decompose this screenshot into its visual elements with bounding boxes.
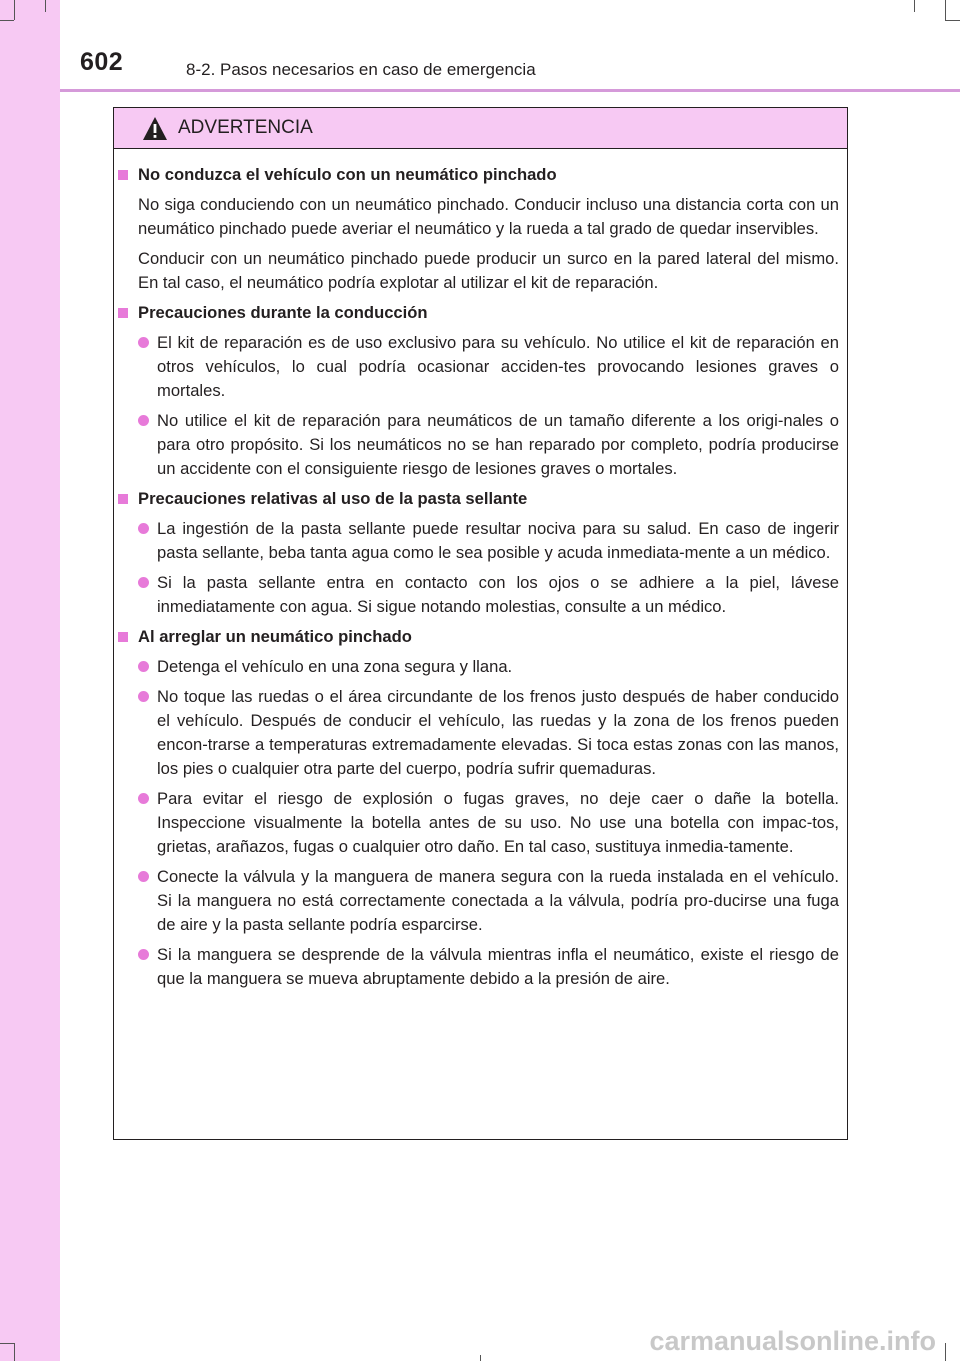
circle-bullet-icon <box>138 871 149 882</box>
paragraph: No siga conduciendo con un neumático pinchado. Conducir incluso una distancia corta con un neumático pinchado puede averiar el neumático y la rueda a tal grado de quedar inservibles. <box>138 195 839 238</box>
square-bullet-icon <box>118 170 128 180</box>
circle-bullet-icon <box>138 691 149 702</box>
page-sidebar-tab <box>0 0 60 1361</box>
section-title: 8-2. Pasos necesarios en caso de emergencia <box>186 60 536 79</box>
circle-bullet-icon <box>138 661 149 672</box>
warning-triangle-icon <box>142 116 168 141</box>
warning-body <box>114 149 847 991</box>
circle-bullet-icon <box>138 523 149 534</box>
list-item: La ingestión de la pasta sellante puede resultar nociva para su salud. En caso de ingerir pasta sellante, beba tanta agua como le sea posible y acuda inmediata-mente a un médico. <box>138 517 839 565</box>
circle-bullet-icon <box>138 949 149 960</box>
crop-mark <box>945 20 960 21</box>
square-bullet-icon <box>118 632 128 642</box>
watermark: carmanualsonline.info <box>649 1326 936 1356</box>
section-heading: Precauciones durante la conducción <box>138 303 428 322</box>
section-driving-precautions <box>118 301 839 481</box>
header-rule <box>60 89 960 92</box>
warning-header <box>114 108 847 149</box>
warning-box <box>113 107 848 1140</box>
crop-mark <box>945 1343 946 1361</box>
crop-mark <box>480 1355 481 1361</box>
list-item: Si la pasta sellante entra en contacto con los ojos o se adhiere a la piel, lávese inmediatamente con agua. Si sigue notando molestias, consulte a un médico. <box>138 571 839 619</box>
circle-bullet-icon <box>138 337 149 348</box>
crop-mark <box>14 0 15 20</box>
warning-title: ADVERTENCIA <box>178 117 313 138</box>
section-sealant-precautions <box>118 487 839 619</box>
square-bullet-icon <box>118 308 128 318</box>
section-flat-tire-driving <box>118 163 839 295</box>
crop-mark <box>945 0 946 20</box>
crop-mark <box>45 0 46 12</box>
section-heading: No conduzca el vehículo con un neumático pinchado <box>138 165 557 184</box>
section-heading: Precauciones relativas al uso de la pasta sellante <box>138 489 528 508</box>
paragraph: Conducir con un neumático pinchado puede producir un surco en la pared lateral del mismo. En tal caso, el neumático podría explotar al utilizar el kit de reparación. <box>138 249 839 292</box>
circle-bullet-icon <box>138 415 149 426</box>
section-repairing-flat-tire <box>118 625 839 991</box>
circle-bullet-icon <box>138 793 149 804</box>
crop-mark <box>0 1343 14 1344</box>
list-item: No toque las ruedas o el área circundante de los frenos justo después de haber conducido el vehículo. Después de conducir el vehículo, las ruedas y la zona de los frenos pueden encon-trarse a temperaturas extremadamente elevadas. Si toca estas zonas con las manos, los pies o cualquier otra parte del cuerpo, podría sufrir quemaduras. <box>138 685 839 781</box>
list-item: Conecte la válvula y la manguera de manera segura con la rueda instalada en el vehículo. Si la manguera no está correctamente conectada a la válvula, podría pro-ducirse una fuga de aire y la pasta sellante podría esparcirse. <box>138 865 839 937</box>
circle-bullet-icon <box>138 577 149 588</box>
section-heading: Al arreglar un neumático pinchado <box>138 627 412 646</box>
list-item: Detenga el vehículo en una zona segura y llana. <box>138 655 839 679</box>
crop-mark <box>14 1343 15 1361</box>
list-item: Para evitar el riesgo de explosión o fugas graves, no deje caer o dañe la botella. Inspeccione visualmente la botella antes de su uso. No use una botella con impac-tos, grietas, arañazos, fugas o cualquier otro daño. En tal caso, sustituya inmedia-tamente. <box>138 787 839 859</box>
crop-mark <box>0 20 14 21</box>
list-item: No utilice el kit de reparación para neumáticos de un tamaño diferente a los origi-nales o para otro propósito. Si los neumáticos no se han reparado por completo, podría producirse un accidente con el consiguiente riesgo de lesiones graves o mortales. <box>138 409 839 481</box>
page-number: 602 <box>80 48 124 76</box>
list-item: El kit de reparación es de uso exclusivo para su vehículo. No utilice el kit de reparación en otros vehículos, lo cual podría ocasionar acciden-tes provocando lesiones graves o mortales. <box>138 331 839 403</box>
square-bullet-icon <box>118 494 128 504</box>
crop-mark <box>914 0 915 12</box>
list-item: Si la manguera se desprende de la válvula mientras infla el neumático, existe el riesgo de que la manguera se mueva abruptamente debido a la presión de aire. <box>138 943 839 991</box>
